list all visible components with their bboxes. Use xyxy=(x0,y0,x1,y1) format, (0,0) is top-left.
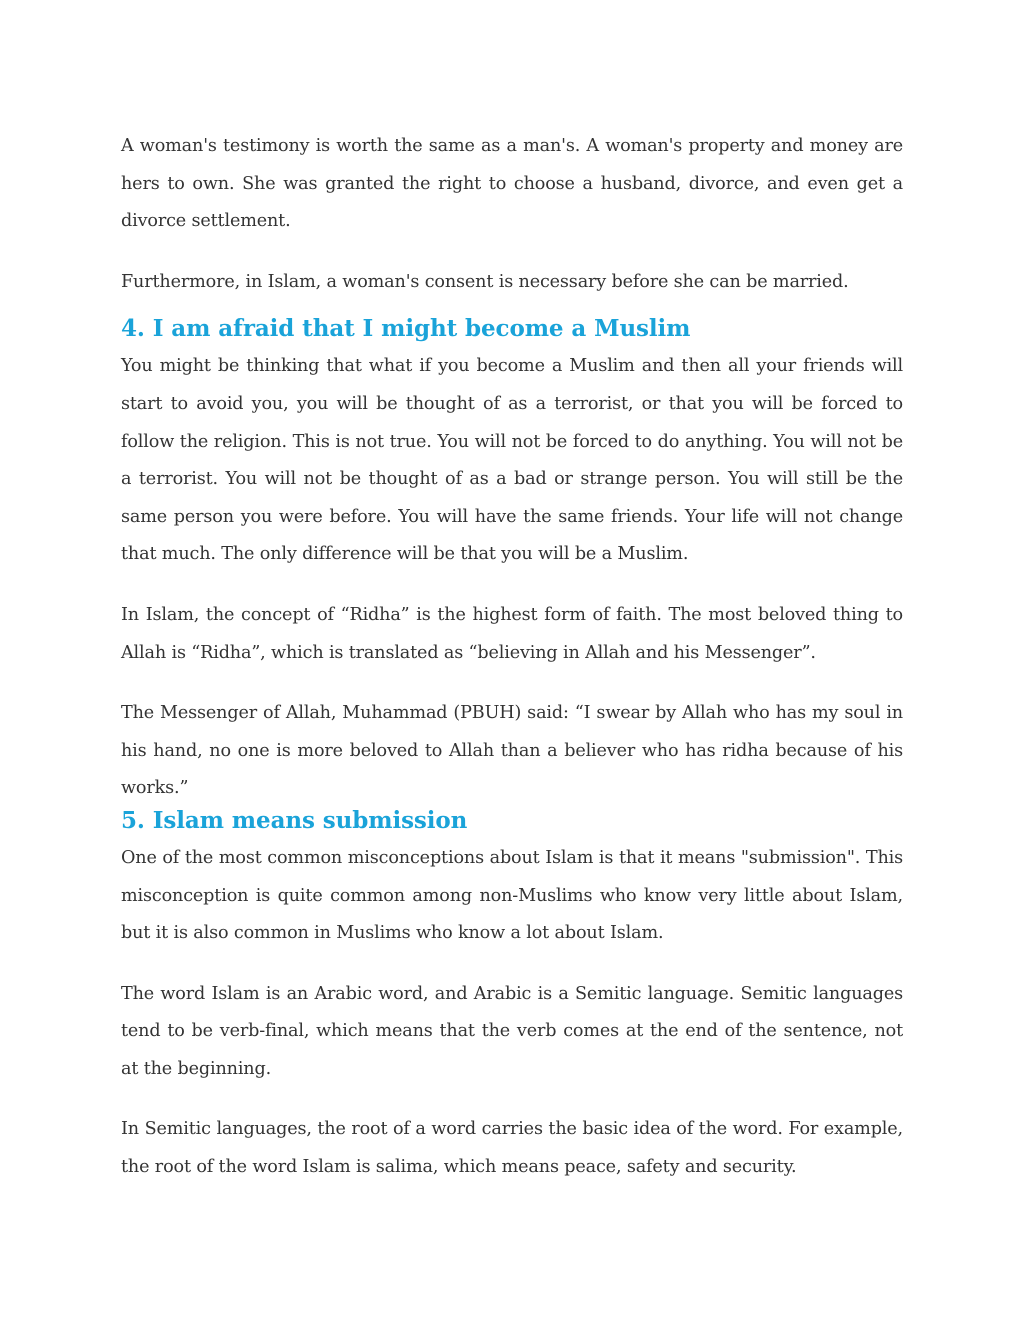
section-heading-afraid-muslim: 4. I am afraid that I might become a Muslim xyxy=(121,315,691,343)
paragraph-ridha-concept: In Islam, the concept of “Ridha” is the highest form of faith. The most beloved thing to Allah is “Ridha”, which is translated as “believing in Allah and his Messenger”. xyxy=(121,604,903,663)
paragraph-messenger-quote: The Messenger of Allah, Muhammad (PBUH) said: “I swear by Allah who has my soul in his hand, no one is more beloved to Allah than a believer who has ridha because of his works.” xyxy=(121,703,903,799)
paragraph-womans-consent: Furthermore, in Islam, a woman's consent is necessary before she can be married. xyxy=(121,271,849,292)
paragraph-misconception: One of the most common misconceptions about Islam is that it means "submission". This misconception is quite common among non-Muslims who know very little about Islam, but it is also common in Muslims who know a lot about Islam. xyxy=(121,847,903,944)
section-heading-islam-submission: 5. Islam means submission xyxy=(121,806,468,834)
paragraph-friends-avoid: You might be thinking that what if you become a Muslim and then all your friends will start to avoid you, you will be thought of as a terrorist, or that you will be forced to follow the religion. This is not true. You will not be forced to do anything. You will not be a terrorist. You will not be thought of as a bad or strange person. You will still be the same person you were before. You will have the same friends. Your life will not change that much. The only difference will be that you will be a Muslim. xyxy=(121,356,903,565)
paragraph-root-salima: In Semitic languages, the root of a word carries the basic idea of the word. For example, the root of the word Islam is salima, which means peace, safety and security. xyxy=(121,1119,903,1178)
document-page xyxy=(121,128,903,1210)
paragraph-womans-testimony: A woman's testimony is worth the same as a man's. A woman's property and money are hers to own. She was granted the right to choose a husband, divorce, and even get a divorce settlement. xyxy=(121,136,903,232)
paragraph-arabic-semitic: The word Islam is an Arabic word, and Arabic is a Semitic language. Semitic languages tend to be verb-final, which means that the verb comes at the end of the sentence, not at the beginning. xyxy=(121,983,903,1079)
